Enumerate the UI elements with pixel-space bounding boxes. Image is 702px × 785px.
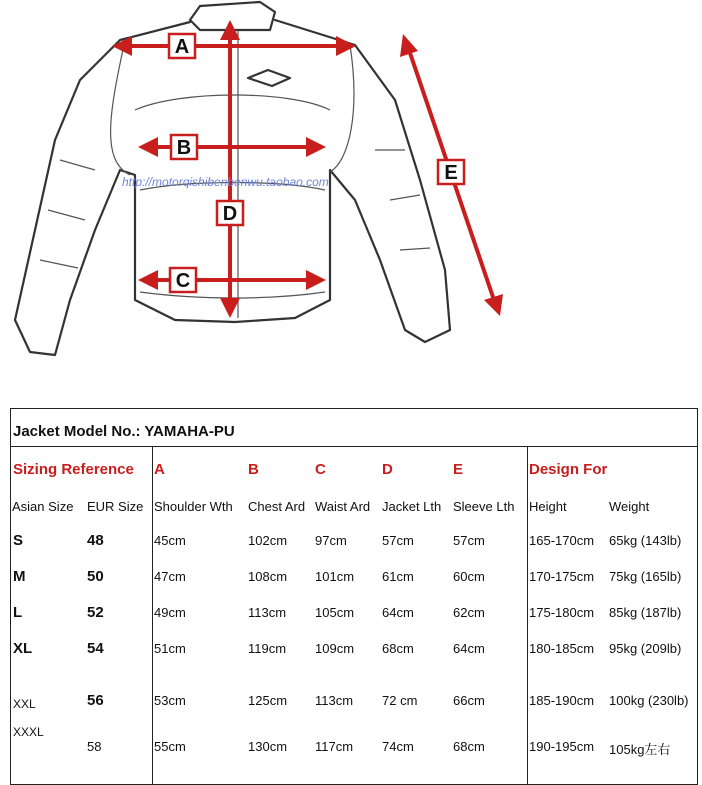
- label-c: C: [175, 270, 191, 292]
- table-cell: 109cm: [315, 641, 355, 656]
- table-cell: 85kg (187lb): [609, 605, 682, 620]
- table-cell: M: [13, 568, 26, 585]
- table-cell: 74cm: [382, 739, 414, 754]
- table-title: Jacket Model No.: YAMAHA-PU: [13, 423, 235, 440]
- table-cell: 66cm: [453, 693, 485, 708]
- column-header: Height: [529, 499, 567, 514]
- measure-arrow-d: [217, 20, 243, 318]
- table-cell: 170-175cm: [529, 569, 595, 584]
- table-cell: S: [13, 532, 24, 549]
- table-cell: 57cm: [382, 533, 414, 548]
- table-cell: 95kg (209lb): [609, 641, 682, 656]
- table-cell: XXXL: [13, 725, 44, 739]
- table-cell: 72 cm: [382, 693, 418, 708]
- sizing-reference-heading: Sizing Reference: [13, 461, 134, 478]
- table-cell: 61cm: [382, 569, 414, 584]
- size-chart-table: [10, 408, 698, 785]
- jacket-measurement-diagram: [0, 0, 702, 380]
- column-header: Chest Ard: [248, 499, 306, 514]
- table-cell: 53cm: [154, 693, 186, 708]
- table-column-divider: [152, 447, 153, 784]
- table-cell: 64cm: [382, 605, 414, 620]
- table-column-divider: [527, 447, 528, 784]
- table-cell: 49cm: [154, 605, 186, 620]
- label-a: A: [174, 36, 190, 58]
- table-cell: 68cm: [382, 641, 414, 656]
- table-cell: 68cm: [453, 739, 485, 754]
- table-cell: 113cm: [315, 693, 354, 708]
- column-header: Asian Size: [12, 499, 74, 514]
- table-cell: 52: [87, 604, 104, 621]
- table-cell: 117cm: [315, 739, 354, 754]
- measure-letter-a: A: [154, 461, 165, 478]
- measure-letter-b: B: [248, 461, 259, 478]
- label-d: D: [222, 203, 238, 225]
- table-divider: [11, 446, 697, 447]
- column-header: EUR Size: [87, 499, 144, 514]
- table-cell: 180-185cm: [529, 641, 595, 656]
- table-cell: 57cm: [453, 533, 485, 548]
- table-cell: 62cm: [453, 605, 485, 620]
- table-cell: 185-190cm: [529, 693, 595, 708]
- table-cell: 45cm: [154, 533, 186, 548]
- table-cell: 165-170cm: [529, 533, 595, 548]
- table-cell: 75kg (165lb): [609, 569, 682, 584]
- table-cell: L: [13, 604, 23, 621]
- column-header: Sleeve Lth: [453, 499, 515, 514]
- design-for-heading: Design For: [529, 461, 608, 478]
- table-cell: 47cm: [154, 569, 186, 584]
- table-cell: 60cm: [453, 569, 485, 584]
- table-cell: 101cm: [315, 569, 355, 584]
- table-cell: XXL: [13, 697, 36, 711]
- table-cell: 190-195cm: [529, 739, 595, 754]
- table-cell: 102cm: [248, 533, 288, 548]
- table-cell: 105cm: [315, 605, 355, 620]
- column-header: Shoulder Wth: [154, 499, 233, 514]
- label-e: E: [444, 162, 458, 184]
- table-cell: 100kg (230lb): [609, 693, 689, 708]
- table-cell: 119cm: [248, 641, 287, 656]
- table-cell: 108cm: [248, 569, 288, 584]
- table-cell: XL: [13, 640, 33, 657]
- table-cell: 56: [87, 692, 104, 709]
- table-cell: 48: [87, 532, 104, 549]
- table-cell: 51cm: [154, 641, 186, 656]
- table-cell: 125cm: [248, 693, 288, 708]
- table-cell: 113cm: [248, 605, 287, 620]
- column-header: Waist Ard: [315, 499, 371, 514]
- table-cell: 175-180cm: [529, 605, 595, 620]
- measure-arrow-e: [400, 34, 503, 316]
- table-cell: 55cm: [154, 739, 186, 754]
- table-cell: 54: [87, 640, 104, 657]
- watermark-text: http://motorqishibenbenwu.taobao.com: [122, 175, 329, 189]
- measure-letter-d: D: [382, 461, 393, 478]
- table-cell: 65kg (143lb): [609, 533, 682, 548]
- table-cell: 105kg左右: [609, 742, 671, 757]
- table-cell: 64cm: [453, 641, 485, 656]
- column-header: Jacket Lth: [382, 499, 442, 514]
- measure-letter-c: C: [315, 461, 326, 478]
- column-header: Weight: [609, 499, 650, 514]
- measure-letter-e: E: [453, 461, 464, 478]
- table-cell: 97cm: [315, 533, 347, 548]
- table-cell: 58: [87, 739, 102, 754]
- label-b: B: [176, 137, 192, 159]
- table-cell: 50: [87, 568, 104, 585]
- table-cell: 130cm: [248, 739, 288, 754]
